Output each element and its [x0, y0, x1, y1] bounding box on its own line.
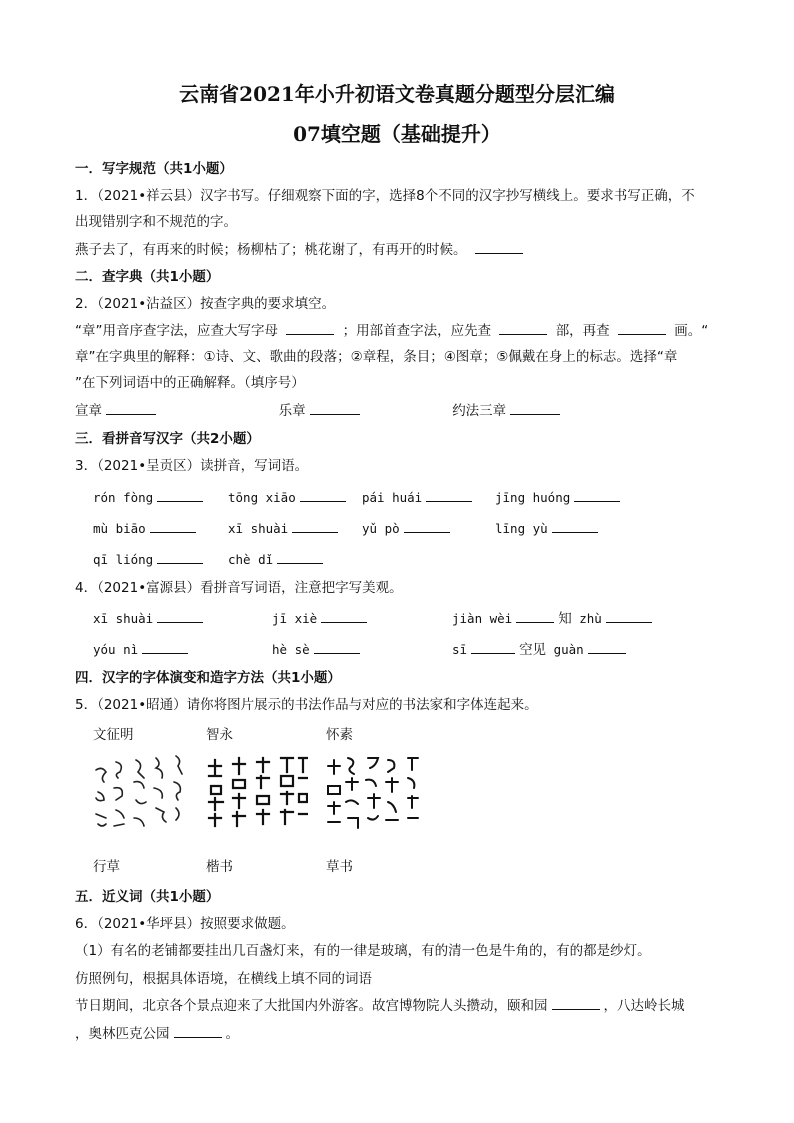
- section-heading-4: 四．汉字的字体演变和造字方法（共1小题）: [75, 670, 341, 686]
- document-title: 云南省2021年小升初语文卷真题分题型分层汇编: [179, 82, 615, 106]
- q4-blank-8[interactable]: [588, 641, 626, 654]
- q2-text-line3: 章”在字典里的解释：①诗、文、歌曲的段落；②章程，条目；④图章；⑤佩戴在身上的标志。选择“章: [75, 349, 678, 365]
- style-label-1: 行草: [93, 859, 120, 875]
- style-label-2: 楷书: [206, 859, 233, 875]
- q3-pinyin-8: līng yù: [495, 521, 548, 536]
- q4-text-line1: 4．（2021•富源县）看拼音写词语，注意把字写美观。: [75, 580, 403, 596]
- q2-blank-letter[interactable]: [286, 322, 334, 335]
- q3-blank-9[interactable]: [157, 551, 203, 564]
- q3-pinyin-item: [228, 489, 350, 507]
- q2-text-line1: 2．（2021•沾益区）按查字典的要求填空。: [75, 296, 336, 312]
- q4-pinyin-7: sī: [452, 642, 468, 657]
- q3-pinyin-item: [362, 489, 476, 507]
- q2-part-d: 画。“: [674, 323, 709, 339]
- q3-pinyin-item: [228, 551, 327, 569]
- q6-text-line2: （1）有名的老铺都要挂出几百盏灯来，有的一律是玻璃，有的清一色是牛角的，有的都是纱灯。: [75, 943, 651, 959]
- q1-text-line1: 1．（2021•祥云县）汉字书写。仔细观察下面的字，选择8个不同的汉字抄写横线上。要求书写正确，不: [75, 188, 695, 204]
- q6-text-line5: [75, 1025, 239, 1043]
- q4-blank-2[interactable]: [321, 610, 367, 623]
- q4-pinyin-item: [272, 610, 371, 628]
- q2-word-1-blank[interactable]: [106, 402, 156, 415]
- q1-text-line2: 出现错别字和不规范的字。: [75, 214, 237, 230]
- q2-blank-radical[interactable]: [499, 322, 547, 335]
- q4-blank-3[interactable]: [516, 610, 554, 623]
- q2-part-b: ；用部首查字法，应先查: [342, 323, 492, 339]
- q3-pinyin-5: mù biāo: [93, 521, 146, 536]
- q4-blank-1[interactable]: [157, 610, 203, 623]
- q1-answer-blank[interactable]: [475, 241, 523, 254]
- artist-label-2: 智永: [206, 727, 233, 743]
- q4-pinyin-6: hè sè: [272, 642, 310, 657]
- q4-blank-6[interactable]: [314, 641, 360, 654]
- q6-text-line1: 6．（2021•华坪县）按照要求做题。: [75, 916, 295, 932]
- artist-label-1: 文征明: [93, 727, 134, 743]
- q3-pinyin-10: chè dǐ: [228, 552, 274, 567]
- q2-part-c: 部，再查: [555, 323, 610, 339]
- section-heading-3: 三．看拼音写汉字（共2小题）: [75, 431, 260, 447]
- q3-blank-6[interactable]: [292, 520, 338, 533]
- q3-pinyin-7: yǔ pò: [362, 521, 400, 536]
- q4-blank-5[interactable]: [142, 641, 188, 654]
- q3-blank-7[interactable]: [404, 520, 450, 533]
- q3-pinyin-3: pái huái: [362, 490, 423, 505]
- q3-pinyin-2: tōng xiāo: [228, 490, 296, 505]
- q1-text-line3: [75, 241, 527, 259]
- calligraphy-image-xingcao[interactable]: [90, 752, 190, 842]
- q6-line4-b: ，八达岭长城: [603, 998, 685, 1014]
- q3-pinyin-item: [93, 520, 200, 538]
- q6-line5-b: 。: [225, 1026, 239, 1042]
- q3-pinyin-item: [495, 520, 602, 538]
- calligraphy-image-kaishu[interactable]: [203, 752, 308, 842]
- q3-pinyin-6: xī shuài: [228, 521, 289, 536]
- q3-pinyin-item: [228, 520, 342, 538]
- q4-pinyin-item: [93, 610, 207, 628]
- q2-blank-strokes[interactable]: [618, 322, 666, 335]
- q6-line5-a: ，奥林匹克公园: [75, 1026, 170, 1042]
- q3-blank-5[interactable]: [150, 520, 196, 533]
- q2-text-line4: ”在下列词语中的正确解释。（填序号）: [75, 375, 305, 391]
- document-subtitle: 07填空题（基础提升）: [293, 122, 501, 146]
- q4-pinyin-item: [272, 641, 364, 659]
- q3-pinyin-9: qī lióng: [93, 552, 154, 567]
- q1-sentence: 燕子去了，有再来的时候；杨柳枯了；桃花谢了，有再开的时候。: [75, 242, 467, 258]
- style-label-3: 草书: [326, 859, 353, 875]
- q4-pinyin-guan: guàn: [553, 642, 584, 657]
- q4-pinyin-1: xī shuài: [93, 611, 154, 626]
- q4-char-kongjian: 空见: [519, 642, 547, 658]
- q6-blank-1[interactable]: [552, 997, 600, 1010]
- q4-pinyin-3: jiàn wèi: [452, 611, 513, 626]
- section-heading-2: 二．查字典（共1小题）: [75, 269, 220, 285]
- q3-blank-4[interactable]: [574, 489, 620, 502]
- q4-blank-7[interactable]: [471, 641, 515, 654]
- q6-text-line4: [75, 997, 685, 1015]
- q3-blank-3[interactable]: [426, 489, 472, 502]
- q6-line4-a: 节日期间，北京各个景点迎来了大批国内外游客。故宫博物院人头攒动，颐和园: [75, 998, 548, 1014]
- q2-word-row: [75, 402, 564, 420]
- calligraphy-image-caoshu[interactable]: [324, 752, 424, 842]
- q3-pinyin-1: rón fòng: [93, 490, 154, 505]
- q6-text-line3: 仿照例句，根据具体语境，在横线上填不同的词语: [75, 971, 372, 987]
- section-heading-5: 五．近义词（共1小题）: [75, 889, 220, 905]
- q3-pinyin-item: [495, 489, 624, 507]
- q2-word-3: 约法三章: [452, 403, 507, 419]
- q4-blank-4[interactable]: [606, 610, 652, 623]
- q3-pinyin-item: [362, 520, 454, 538]
- q2-word-1: 宣章: [75, 403, 102, 419]
- q3-pinyin-4: jīng huóng: [495, 490, 571, 505]
- q4-pinyin-2: jī xiè: [272, 611, 318, 626]
- q4-pinyin-item: [452, 610, 656, 628]
- q4-char-zhi: 知: [558, 611, 572, 627]
- q4-pinyin-5: yóu nì: [93, 642, 139, 657]
- q3-blank-2[interactable]: [300, 489, 346, 502]
- q5-text-line1: 5．（2021•昭通）请你将图片展示的书法作品与对应的书法家和字体连起来。: [75, 697, 538, 713]
- q3-pinyin-item: [93, 551, 207, 569]
- q3-pinyin-item: [93, 489, 207, 507]
- q2-word-2-blank[interactable]: [310, 402, 360, 415]
- q4-pinyin-item: [452, 641, 630, 659]
- artist-label-3: 怀素: [326, 727, 353, 743]
- q4-pinyin-item: [93, 641, 192, 659]
- q2-word-3-blank[interactable]: [510, 402, 560, 415]
- q4-pinyin-zhu: zhù: [579, 611, 602, 626]
- section-heading-1: 一．写字规范（共1小题）: [75, 161, 233, 177]
- q2-part-a: “章”用音序查字法，应查大写字母: [75, 323, 278, 339]
- q3-blank-1[interactable]: [157, 489, 203, 502]
- q2-word-2: 乐章: [278, 403, 306, 419]
- q2-text-line2: [75, 322, 708, 340]
- q3-blank-10[interactable]: [277, 551, 323, 564]
- q3-blank-8[interactable]: [552, 520, 598, 533]
- q3-text-line1: 3．（2021•呈贡区）读拼音，写词语。: [75, 458, 309, 474]
- q6-blank-2[interactable]: [174, 1025, 222, 1038]
